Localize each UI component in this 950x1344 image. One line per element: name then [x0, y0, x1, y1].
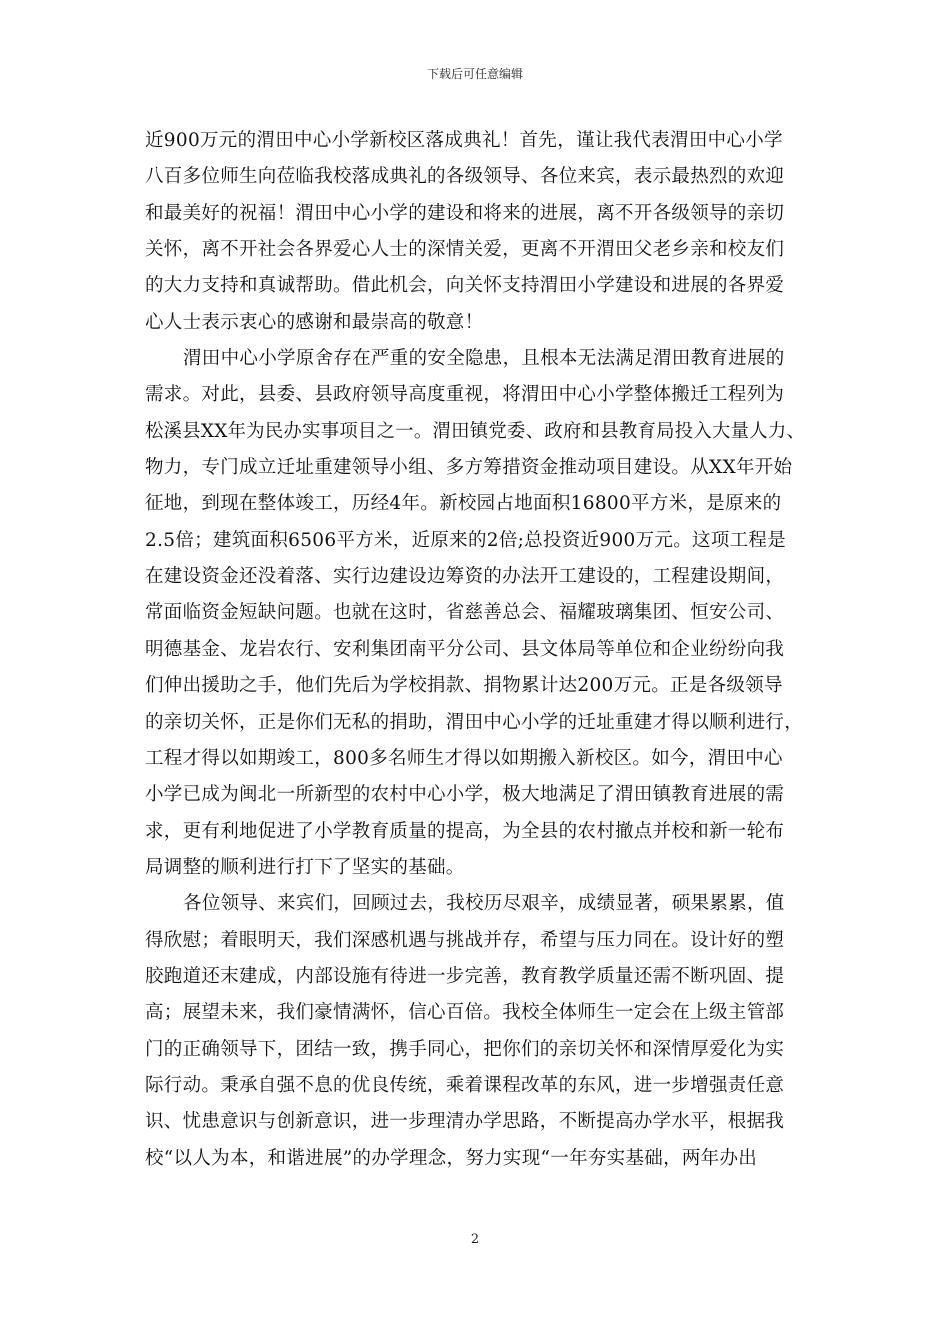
text-line: 胶跑道还末建成，内部设施有待进一步完善，教育教学质量还需不断巩固、提 — [145, 965, 785, 987]
text-line: 工程才得以如期竣工，800多名师生才得以如期搬入新校区。如今，渭田中心 — [145, 747, 783, 769]
text-line: 校“以人为本，和谐进展”的办学理念，努力实现“一年夯实基础，两年办出 — [145, 1147, 758, 1169]
text-line: 关怀，离不开社会各界爱心人士的深情关爱，更离不开渭田父老乡亲和校友们 — [145, 239, 785, 261]
text-line: 各位领导、来宾们，回顾过去，我校历尽艰辛，成绩显著，硕果累累，值 — [183, 893, 785, 915]
text-line: 近900万元的渭田中心小学新校区落成典礼！首先，谨让我代表渭田中心小学 — [145, 130, 783, 151]
text-line: 渭田中心小学原舍存在严重的安全隐患，且根本无法满足渭田教育进展的 — [183, 348, 785, 370]
page-header: 下载后可任意编辑 — [426, 67, 523, 81]
text-line: 求，更有利地促进了小学教育质量的提高，为全县的农村撤点并校和新一轮布 — [145, 820, 785, 842]
text-line: 松溪县XX年为民办实事项目之一。渭田镇党委、政府和县教育局投入大量人力、 — [145, 420, 806, 442]
text-line: 的大力支持和真诚帮助。借此机会，向关怀支持渭田小学建设和进展的各界爱 — [145, 275, 785, 297]
text-line: 2.5倍；建筑面积6506平方米，近原来的2倍;总投资近900万元。这项工程是 — [145, 529, 787, 551]
paragraph-3 — [145, 886, 805, 1177]
text-line: 常面临资金短缺问题。也就在这时，省慈善总会、福耀玻璃集团、恒安公司、 — [145, 602, 785, 624]
text-line: 明德基金、龙岩农行、安利集团南平分公司、县文体局等单位和企业纷纷向我 — [145, 638, 785, 660]
text-line: 小学已成为闽北一所新型的农村中心小学，极大地满足了渭田镇教育进展的需 — [145, 784, 785, 806]
text-line: 和最美好的祝福！渭田中心小学的建设和将来的进展，离不开各级领导的亲切 — [145, 202, 785, 224]
paragraph-2 — [145, 341, 805, 886]
text-line: 八百多位师生向莅临我校落成典礼的各级领导、各位来宾，表示最热烈的欢迎 — [145, 166, 785, 188]
body-text — [145, 123, 805, 1177]
text-line: 际行动。秉承自强不息的优良传统，乘着课程改革的东风，进一步增强责任意 — [145, 1074, 785, 1096]
text-line: 门的正确领导下，团结一致，携手同心，把你们的亲切关怀和深情厚爱化为实 — [145, 1038, 785, 1060]
text-line: 心人士表示衷心的感谢和最崇高的敬意！ — [145, 311, 484, 333]
text-line: 物力，专门成立迁址重建领导小组、多方筹措资金推动项目建设。从XX年开始 — [145, 457, 793, 479]
page-number: 2 — [470, 1232, 480, 1247]
text-line: 们伸出援助之手，他们先后为学校捐款、捐物累计达200万元。正是各级领导 — [145, 675, 783, 697]
paragraph-1 — [145, 123, 805, 341]
text-line: 高；展望未来，我们豪情满怀，信心百倍。我校全体师生一定会在上级主管部 — [145, 1002, 785, 1024]
text-line: 的亲切关怀，正是你们无私的捐助，渭田中心小学的迁址重建才得以顺利进行， — [145, 711, 804, 733]
text-line: 需求。对此，县委、县政府领导高度重视，将渭田中心小学整体搬迁工程列为 — [145, 384, 785, 406]
text-line: 征地，到现在整体竣工，历经4年。新校园占地面积16800平方米，是原来的 — [145, 493, 782, 515]
text-line: 局调整的顺利进行打下了坚实的基础。 — [145, 856, 465, 878]
text-line: 在建设资金还没着落、实行边建设边筹资的办法开工建设的，工程建设期间， — [145, 566, 785, 588]
text-line: 得欣慰；着眼明天，我们深感机遇与挑战并存，希望与压力同在。设计好的塑 — [145, 929, 785, 951]
text-line: 识、忧患意识与创新意识，进一步理清办学思路，不断提高办学水平，根据我 — [145, 1111, 785, 1133]
